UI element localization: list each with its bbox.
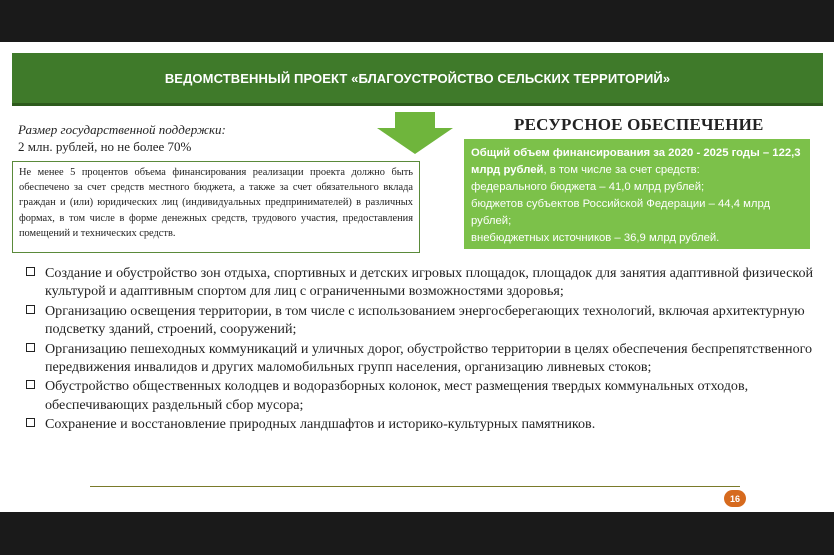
checkbox-bullet-icon: [26, 418, 35, 427]
support-label: Размер государственной поддержки:: [18, 122, 226, 137]
banner-title: ВЕДОМСТВЕННЫЙ ПРОЕКТ «БЛАГОУСТРОЙСТВО СЕЛЬСКИХ ТЕРРИТОРИЙ»: [164, 70, 671, 86]
checkbox-bullet-icon: [26, 343, 35, 352]
list-item: Организацию пешеходных коммуникаций и уличных дорог, обустройство территории в целях обеспечения беспрепятственного передвижения инвалидов и других маломобильных групп населения, организацию ливневых стоков;: [26, 340, 816, 377]
page-number-badge: 16: [724, 490, 746, 507]
funding-regional: бюджетов субъектов Российской Федерации – 44,4 млрд рублей;: [471, 198, 771, 227]
checkbox-bullet-icon: [26, 380, 35, 389]
checkbox-bullet-icon: [26, 267, 35, 276]
funding-box: [464, 139, 810, 249]
support-value: 2 млн. рублей, но не более 70%: [18, 139, 192, 154]
footer-divider: [90, 486, 740, 487]
down-arrow-icon: [377, 112, 453, 154]
cofinancing-note: Не менее 5 процентов объема финансирования реализации проекта должно быть обеспечено за счет средств местного бюджета, а также за счет обязательного вклада граждан и (или) юридических лиц (индивидуальных предпринимателей) в различных формах, в том числе в форме денежных средств, трудового участия, предоставления помещений и технических средств.: [12, 161, 420, 253]
list-item: Организацию освещения территории, в том числе с использованием энергосберегающих технологий, включая архитектурную подсветку зданий, строений, сооружений;: [26, 302, 816, 339]
resource-title: РЕСУРСНОЕ ОБЕСПЕЧЕНИЕ: [514, 115, 764, 134]
funding-total-rest: , в том числе за счет средств:: [543, 164, 700, 176]
list-item: Обустройство общественных колодцев и водоразборных колонок, мест размещения твердых коммунальных отходов, обеспечивающих раздельный сбор мусора;: [26, 377, 816, 414]
activity-list: [26, 264, 816, 435]
funding-total: Общий объем финансирования за 2020 - 2025 годы – 122,3 млрд рублей: [471, 147, 801, 176]
funding-extrabudget: внебюджетных источников – 36,9 млрд рублей.: [471, 232, 720, 244]
checkbox-bullet-icon: [26, 305, 35, 314]
list-item: Создание и обустройство зон отдыха, спортивных и детских игровых площадок, площадок для занятия адаптивной физической культурой и адаптивным спортом для лиц с ограниченными возможностями здоровья;: [26, 264, 816, 301]
title-banner: [12, 53, 823, 106]
slide: [0, 42, 834, 512]
funding-federal: федерального бюджета – 41,0 млрд рублей;: [471, 181, 705, 193]
list-item: Сохранение и восстановление природных ландшафтов и историко-культурных памятников.: [26, 415, 816, 433]
